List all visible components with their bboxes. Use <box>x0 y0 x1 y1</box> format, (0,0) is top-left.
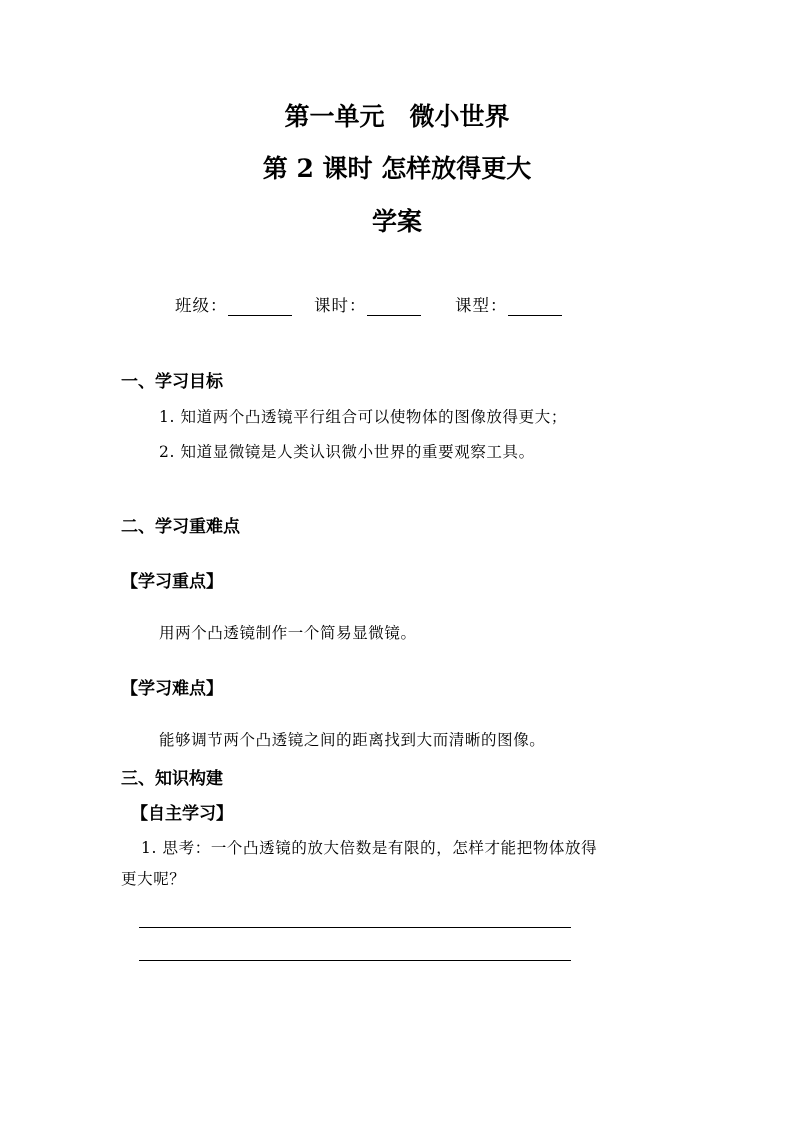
class-label: 班级： <box>175 296 228 315</box>
key-point-label: 【学习重点】 <box>121 572 223 592</box>
question-line-2: 更大呢？ <box>121 870 186 888</box>
section1-heading: 一、学习目标 <box>121 372 223 392</box>
unit-title: 第一单元 微小世界 <box>284 102 510 131</box>
type-label: 课型： <box>455 296 508 315</box>
objective-item-2: 2. 知道显微镜是人类认识微小世界的重要观察工具。 <box>159 443 535 461</box>
period-blank[interactable] <box>367 299 421 316</box>
class-blank[interactable] <box>228 299 292 316</box>
key-point-text: 用两个凸透镜制作一个简易显微镜。 <box>159 624 417 642</box>
type-blank[interactable] <box>508 299 562 316</box>
question-line-1: 1. 思考：一个凸透镜的放大倍数是有限的，怎样才能把物体放得 <box>141 839 598 857</box>
difficulty-label: 【学习难点】 <box>121 679 223 699</box>
meta-fields-row <box>175 292 562 316</box>
lesson-title: 第 2 课时 怎样放得更大 <box>262 154 532 183</box>
answer-line-1[interactable] <box>139 927 571 928</box>
section2-heading: 二、学习重难点 <box>121 517 240 537</box>
doc-type-title: 学案 <box>371 207 422 236</box>
period-label: 课时： <box>314 296 367 315</box>
objective-item-1: 1. 知道两个凸透镜平行组合可以使物体的图像放得更大； <box>159 408 567 426</box>
section3-heading: 三、知识构建 <box>121 769 223 789</box>
self-study-label: 【自主学习】 <box>131 804 233 824</box>
difficulty-text: 能够调节两个凸透镜之间的距离找到大而清晰的图像。 <box>159 731 546 749</box>
answer-line-2[interactable] <box>139 960 571 961</box>
